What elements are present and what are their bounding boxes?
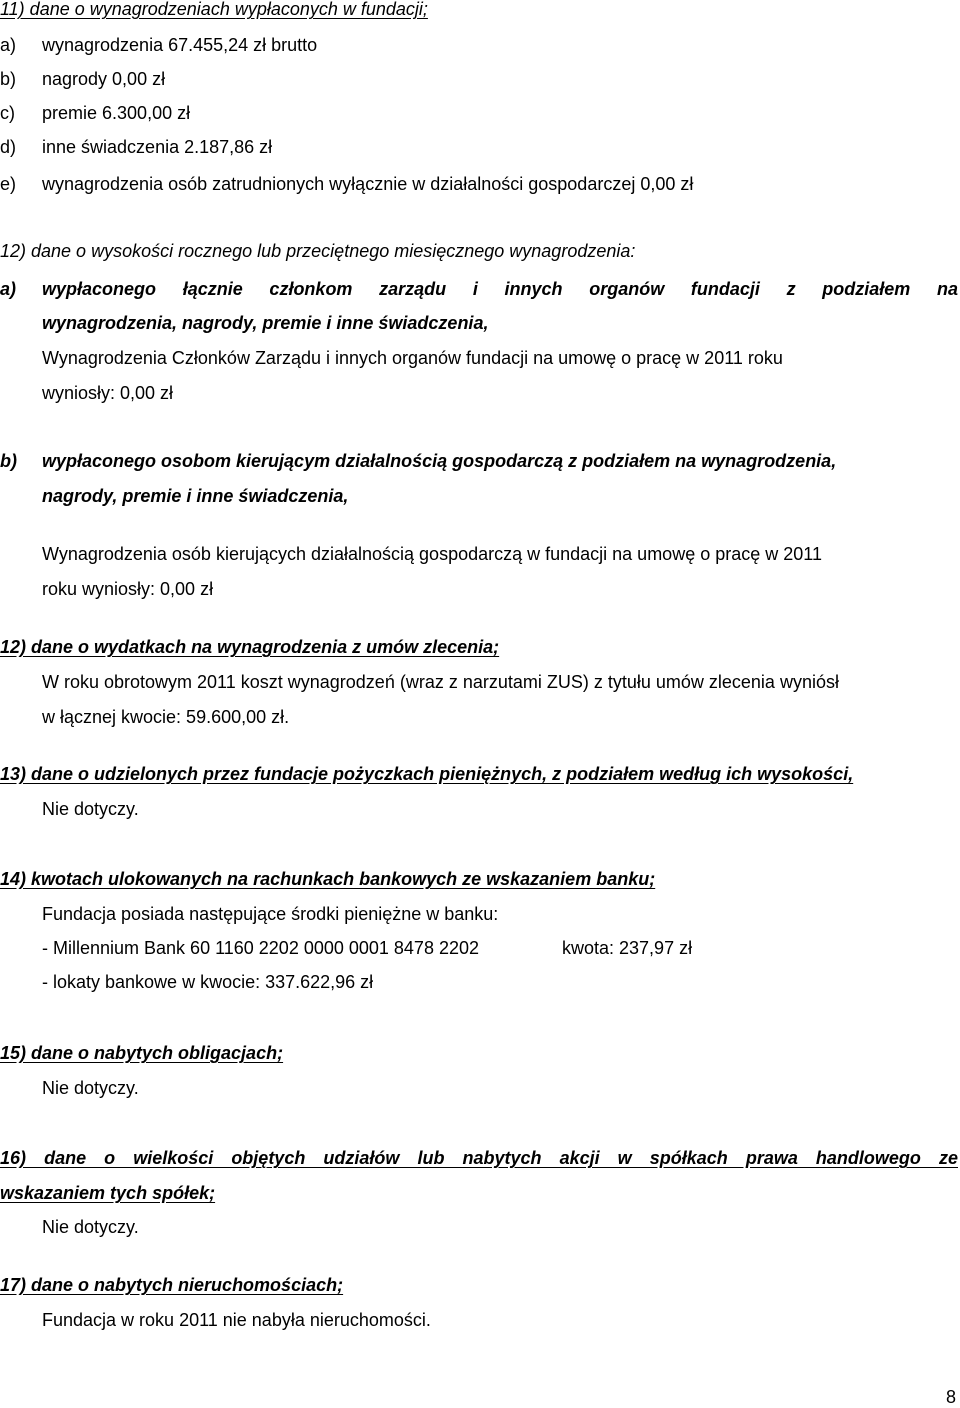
s15-text: Nie dotyczy. [42,1078,139,1098]
s13-text: Nie dotyczy. [42,799,139,819]
s12a-a-text-line2: wyniosły: 0,00 zł [42,383,174,403]
section-17-title: 17) dane o nabytych nieruchomościach; [0,1275,344,1295]
page-number: 8 [946,1387,957,1407]
section-16-title-line1: 16) dane o wielkości objętych udziałów lub nabytych akcji w spółkach prawa handlowego ze [0,1148,958,1168]
s17-text: Fundacja w roku 2011 nie nabyła nieruchomości. [42,1310,431,1330]
s12b-text-line2: w łącznej kwocie: 59.600,00 zł. [42,707,290,727]
s11-item-c-text: premie 6.300,00 zł [42,103,191,123]
section-12a-title: 12) dane o wysokości rocznego lub przeciętnego miesięcznego wynagrodzenia: [0,241,636,261]
section-15-title: 15) dane o nabytych obligacjach; [0,1043,284,1063]
s11-item-d-label: d) [0,137,17,157]
s11-item-d-text: inne świadczenia 2.187,86 zł [42,137,273,157]
s12a-b-heading-line1: wypłaconego osobom kierującym działalnością gospodarczą z podziałem na wynagrodzenia, [42,451,837,471]
s14-deposits: - lokaty bankowe w kwocie: 337.622,96 zł [42,972,374,992]
s12a-b-text-line2: roku wyniosły: 0,00 zł [42,579,214,599]
section-11-title: 11) dane o wynagrodzeniach wypłaconych w fundacji; [0,0,428,19]
s12b-text-line1: W roku obrotowym 2011 koszt wynagrodzeń (wraz z narzutami ZUS) z tytułu umów zlecenia wyniósł [42,672,839,692]
s12a-b-text-line1: Wynagrodzenia osób kierujących działalnością gospodarczą w fundacji na umowę o pracę w 2011 [42,544,822,564]
s11-item-b-text: nagrody 0,00 zł [42,69,166,89]
s11-item-b-label: b) [0,69,17,89]
section-16-title-line2: wskazaniem tych spółek; [0,1183,216,1203]
s12a-a-heading-line2: wynagrodzenia, nagrody, premie i inne świadczenia, [42,313,489,333]
s12a-a-text-line1: Wynagrodzenia Członków Zarządu i innych organów fundacji na umowę o pracę w 2011 roku [42,348,783,368]
s12a-b-heading-line2: nagrody, premie i inne świadczenia, [42,486,349,506]
section-12b-title: 12) dane o wydatkach na wynagrodzenia z umów zlecenia; [0,637,500,657]
s11-item-c-label: c) [0,103,15,123]
s16-text: Nie dotyczy. [42,1217,139,1237]
section-14-title: 14) kwotach ulokowanych na rachunkach bankowych ze wskazaniem banku; [0,869,656,889]
s11-item-a-label: a) [0,35,17,55]
s14-bank-amount: kwota: 237,97 zł [562,938,693,958]
s12a-a-label: a) [0,279,17,299]
s14-bank-account: - Millennium Bank 60 1160 2202 0000 0001 8478 2202 [42,938,480,958]
s11-item-e-text: wynagrodzenia osób zatrudnionych wyłącznie w działalności gospodarczej 0,00 zł [42,174,694,194]
s12a-a-heading-line1: wypłaconego łącznie członkom zarządu i innych organów fundacji z podziałem na [42,279,958,299]
s14-intro: Fundacja posiada następujące środki pieniężne w banku: [42,904,499,924]
s12a-b-label: b) [0,451,17,471]
section-13-title: 13) dane o udzielonych przez fundacje pożyczkach pieniężnych, z podziałem według ich wysokości, [0,764,854,784]
s11-item-a-text: wynagrodzenia 67.455,24 zł brutto [42,35,318,55]
s11-item-e-label: e) [0,174,17,194]
